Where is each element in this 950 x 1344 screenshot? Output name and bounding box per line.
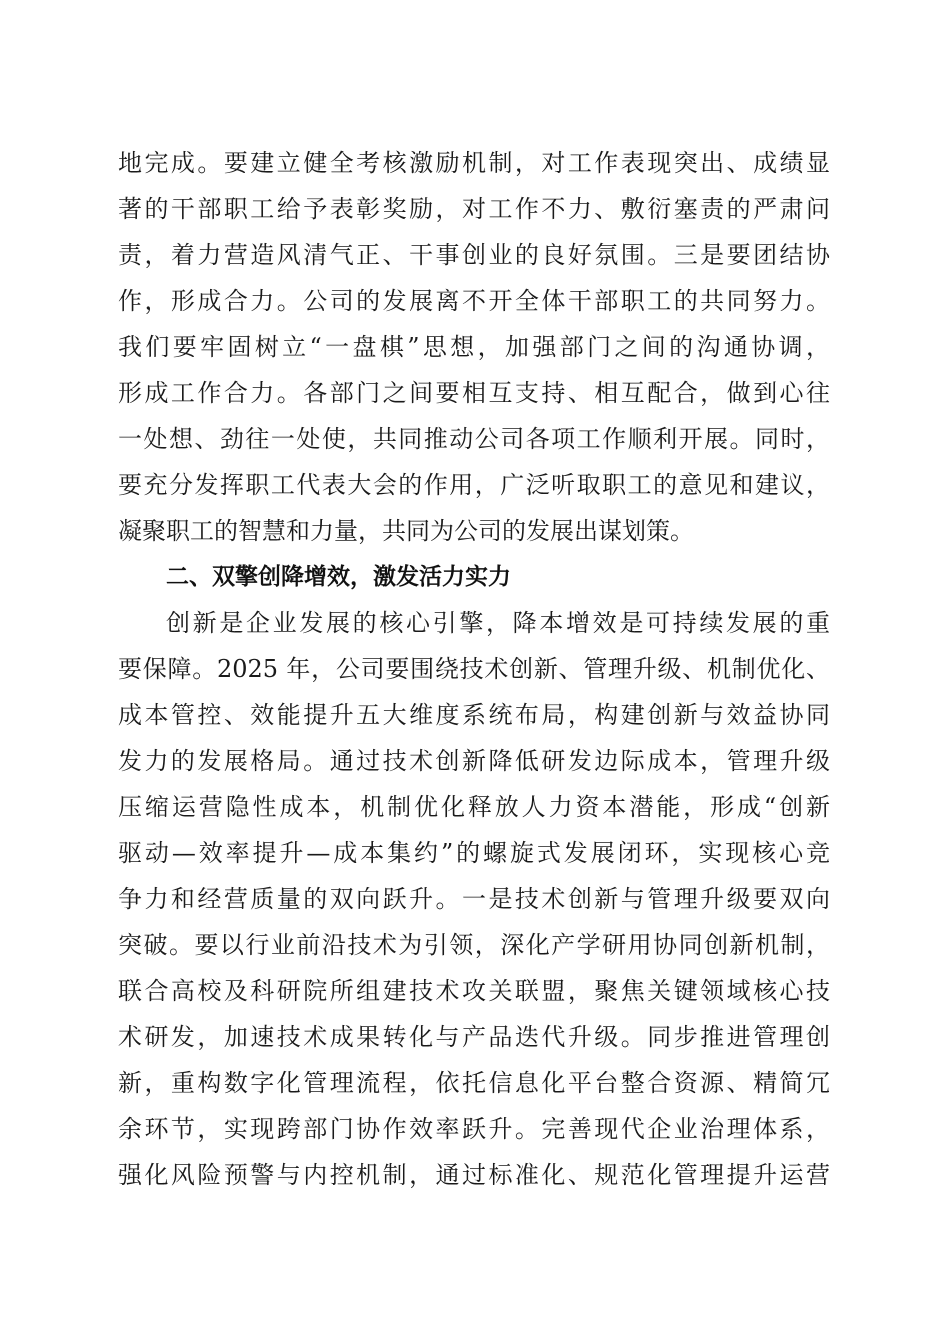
- paragraph-2: [118, 600, 830, 1198]
- text-line: 要充分发挥职工代表大会的作用，广泛听取职工的意见和建议，: [118, 471, 830, 499]
- text-line: 余环节，实现跨部门协作效率跃升。完善现代企业治理体系，: [118, 1115, 830, 1143]
- text-line: 发力的发展格局。通过技术创新降低研发边际成本，管理升级: [118, 747, 830, 775]
- text-line: 驱动—效率提升—成本集约”的螺旋式发展闭环，实现核心竞: [118, 839, 830, 867]
- text-line: 地完成。要建立健全考核激励机制，对工作表现突出、成绩显: [118, 149, 830, 177]
- text-line: 术研发，加速技术成果转化与产品迭代升级。同步推进管理创: [118, 1023, 830, 1051]
- paragraph-1: [118, 140, 830, 554]
- text-line: 作，形成合力。公司的发展离不开全体干部职工的共同努力。: [118, 287, 830, 315]
- document-body: [118, 140, 830, 1198]
- text-line: 要保障。2025 年，公司要围绕技术创新、管理升级、机制优化、: [118, 655, 830, 683]
- text-line: 一处想、劲往一处使，共同推动公司各项工作顺利开展。同时，: [118, 425, 830, 453]
- text-line: 责，着力营造风清气正、干事创业的良好氛围。三是要团结协: [118, 241, 830, 269]
- text-line: 创新是企业发展的核心引擎，降本增效是可持续发展的重: [166, 609, 830, 637]
- text-line: 争力和经营质量的双向跃升。一是技术创新与管理升级要双向: [118, 885, 830, 913]
- text-line: 强化风险预警与内控机制，通过标准化、规范化管理提升运营: [118, 1161, 830, 1189]
- section-heading: 二、双擎创降增效，激发活力实力: [166, 564, 511, 590]
- text-line: 新，重构数字化管理流程，依托信息化平台整合资源、精简冗: [118, 1069, 830, 1097]
- text-line: 著的干部职工给予表彰奖励，对工作不力、敷衍塞责的严肃问: [118, 195, 830, 223]
- text-line: 我们要牢固树立“一盘棋”思想，加强部门之间的沟通协调，: [118, 333, 830, 361]
- text-line: 凝聚职工的智慧和力量，共同为公司的发展出谋划策。: [118, 517, 694, 545]
- text-line: 形成工作合力。各部门之间要相互支持、相互配合，做到心往: [118, 379, 830, 407]
- text-line: 突破。要以行业前沿技术为引领，深化产学研用协同创新机制，: [118, 931, 830, 959]
- text-line: 压缩运营隐性成本，机制优化释放人力资本潜能，形成“创新: [118, 793, 830, 821]
- text-line: 联合高校及科研院所组建技术攻关联盟，聚焦关键领域核心技: [118, 977, 830, 1005]
- text-line: 成本管控、效能提升五大维度系统布局，构建创新与效益协同: [118, 701, 830, 729]
